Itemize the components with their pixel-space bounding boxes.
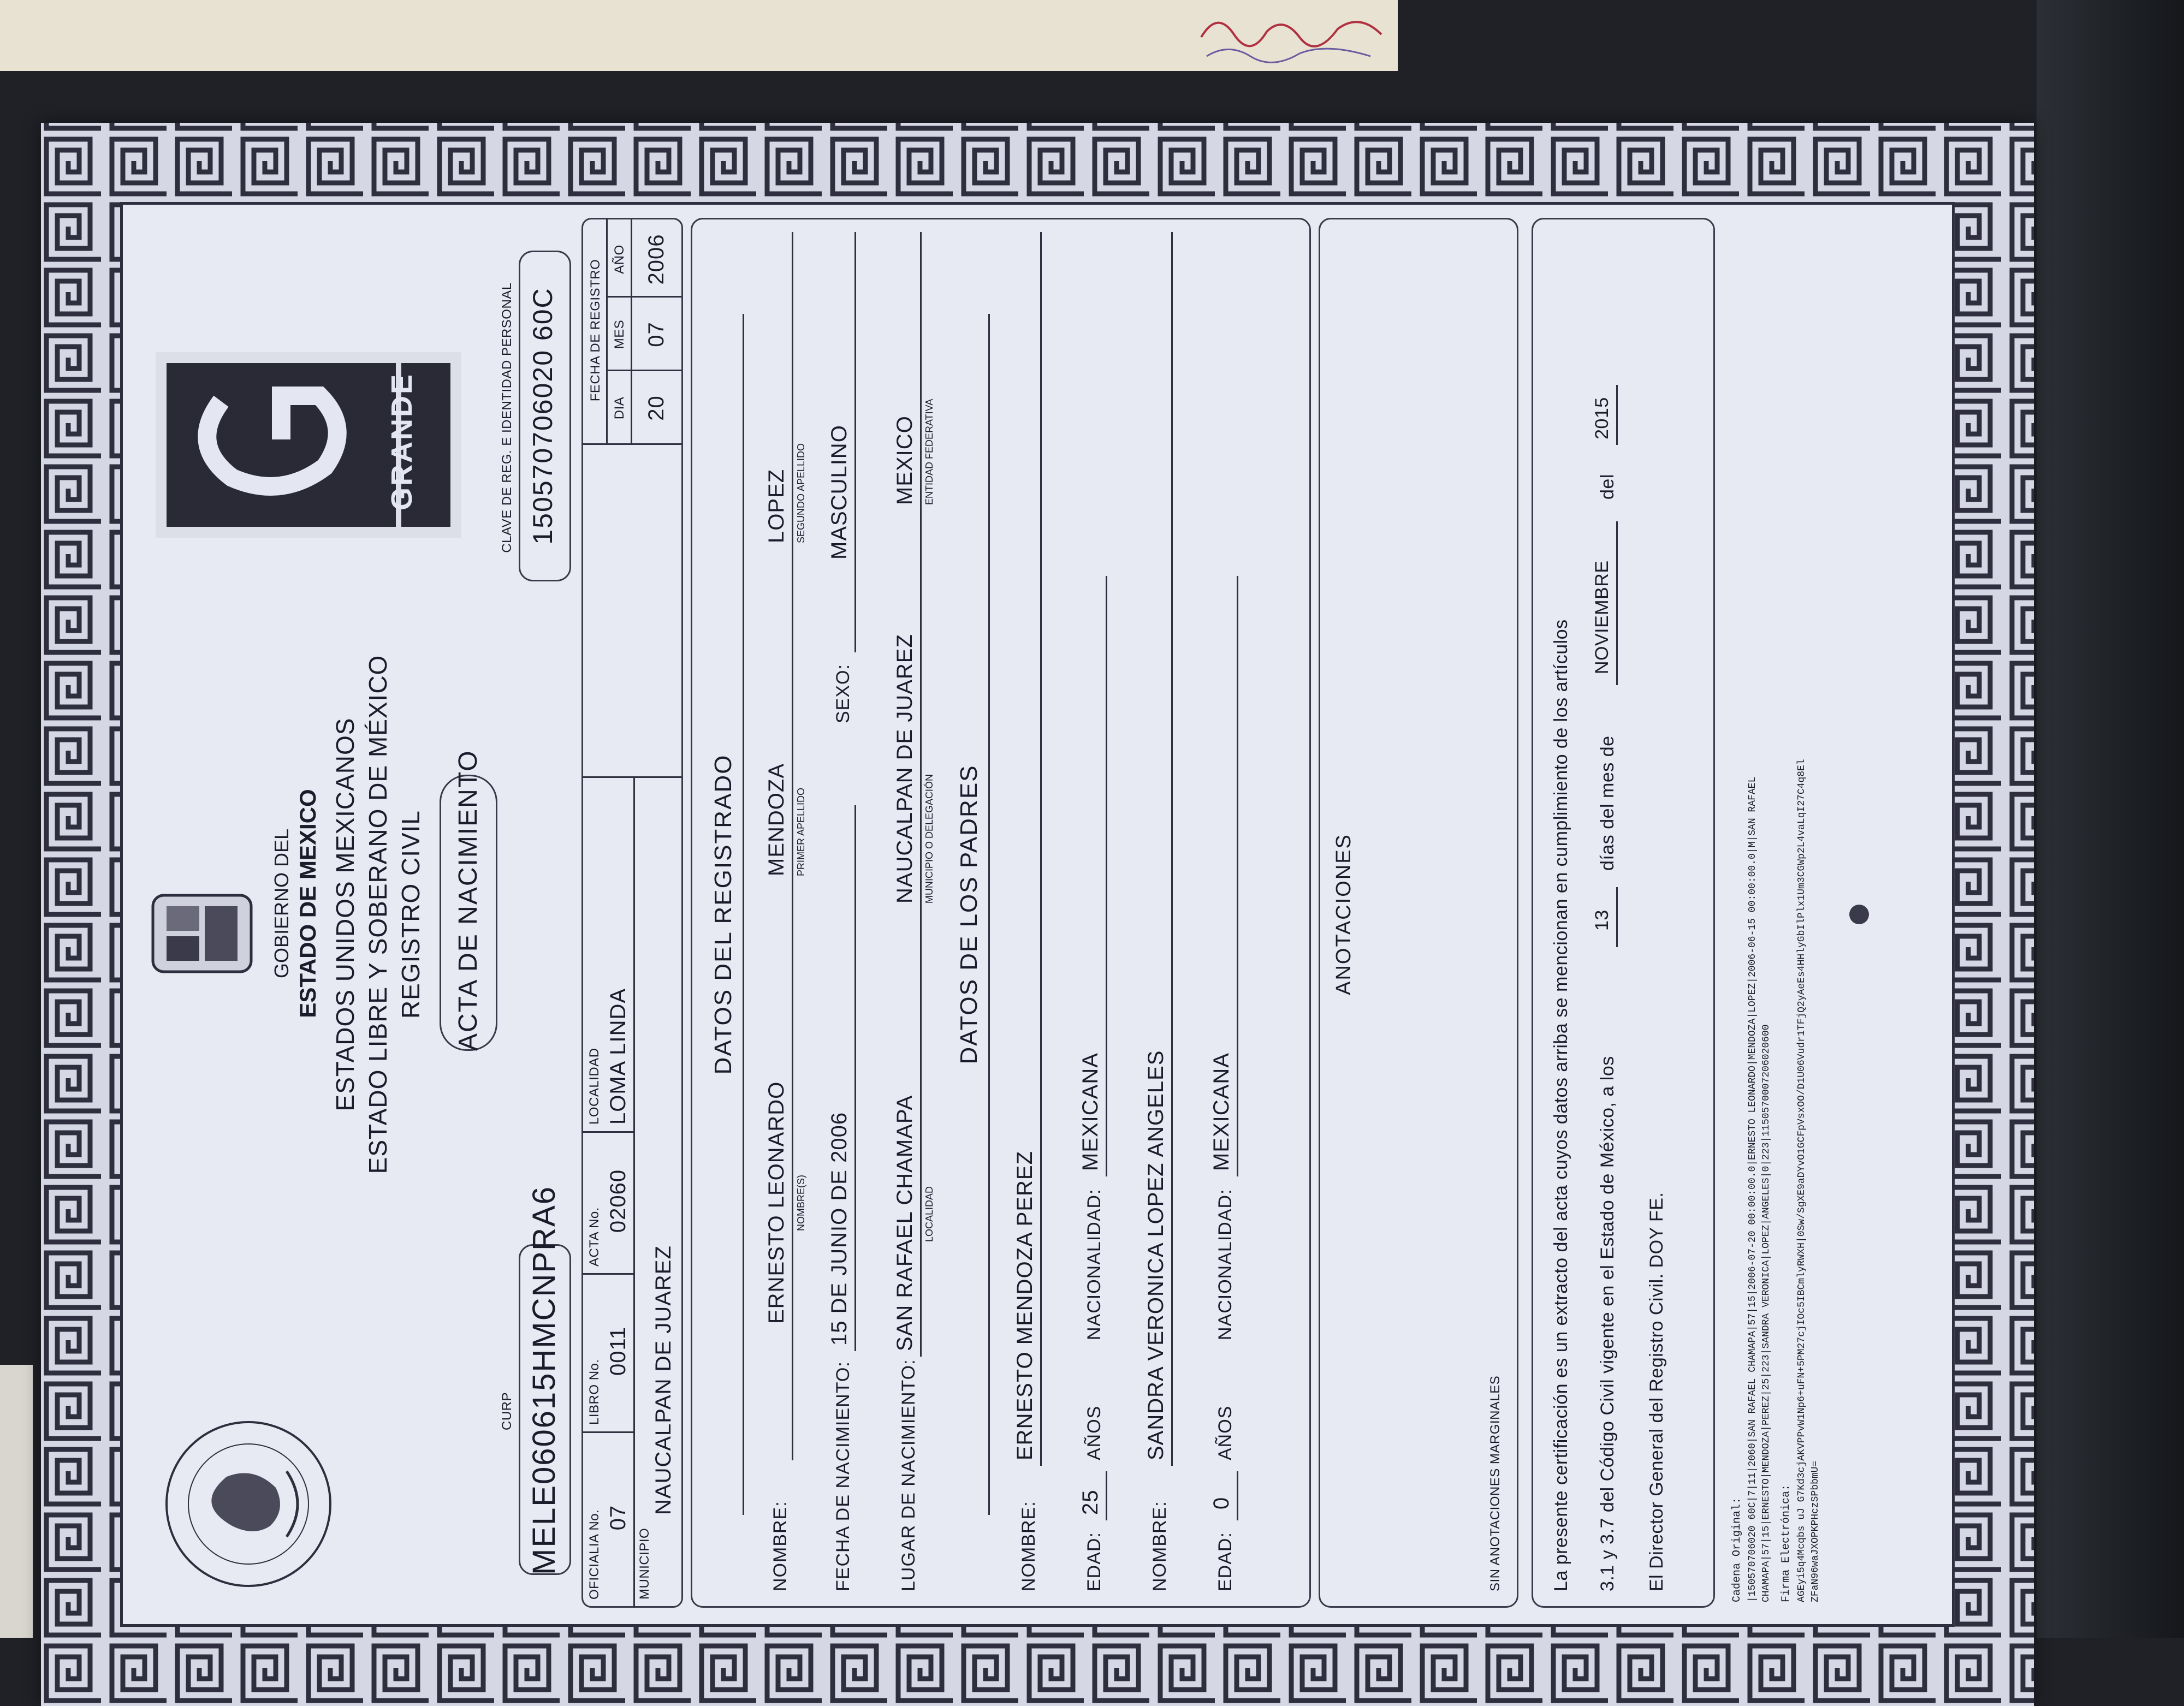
anotaciones-title: ANOTACIONES (1332, 834, 1355, 995)
lugar-localidad-sublabel: LOCALIDAD (924, 1186, 935, 1242)
certificacion-dia: 13 (1592, 910, 1612, 931)
padre-anos-label: AÑOS (1084, 1405, 1105, 1460)
nombres-value: ERNESTO LEONARDO (764, 1081, 788, 1324)
primer-apellido-value: MENDOZA (764, 763, 788, 876)
madre-nombre-value: SANDRA VERONICA LOPEZ ANGELES (1144, 1050, 1168, 1460)
handwriting-scrawl (1196, 4, 1392, 64)
certificacion-line2a: 3.1 y 3.7 del Código Civil vigente en el Estado de México, a los (1597, 1056, 1618, 1591)
municipio-value: NAUCALPAN DE JUAREZ (651, 1245, 675, 1515)
anio-label: AÑO (612, 245, 627, 274)
fecha-registro-label: FECHA DE REGISTRO (588, 259, 603, 402)
madre-edad-value: 0 (1209, 1496, 1233, 1509)
firma-label: Firma Electrónica: (1780, 1484, 1793, 1602)
lugar-entidad-sublabel: ENTIDAD FEDERATIVA (924, 399, 935, 505)
logo-text: GRANDE (385, 372, 418, 510)
madre-edad-label: EDAD: (1215, 1532, 1236, 1591)
certificacion-mes: NOVIEMBRE (1592, 560, 1612, 674)
padres-title: DATOS DE LOS PADRES (956, 764, 982, 1065)
fecha-nac-label: FECHA DE NACIMIENTO: (833, 1361, 853, 1591)
libro-label: LIBRO No. (587, 1359, 602, 1425)
nombre-label: NOMBRE: (770, 1501, 791, 1591)
cadena-label: Cadena Original: (1731, 1497, 1743, 1602)
background-dark-surface (2037, 0, 2184, 1638)
background-notebook-page (0, 0, 1398, 71)
country-name: ESTADOS UNIDOS MEXICANOS (331, 717, 359, 1111)
acta-value: 02060 (606, 1169, 630, 1233)
padre-edad-label: EDAD: (1084, 1532, 1105, 1591)
state-name: ESTADO LIBRE Y SOBERANO DE MÉXICO (364, 655, 392, 1174)
background-paper-stack (0, 1365, 33, 1638)
fecha-nac-value: 15 DE JUNIO DE 2006 (827, 1111, 851, 1346)
clave-value: 150570706020 60C (527, 287, 558, 545)
libro-value: 0011 (606, 1327, 630, 1376)
padre-nombre-value: ERNESTO MENDOZA PEREZ (1013, 1150, 1037, 1460)
dia-value: 20 (644, 395, 668, 421)
curp-value: MELE060615HMCNPRA6 (526, 1186, 562, 1575)
padre-edad-value: 25 (1078, 1489, 1102, 1515)
oficialia-label: OFICIALIA No. (587, 1509, 602, 1600)
national-seal-emblem (145, 1400, 352, 1608)
padre-nombre-label: NOMBRE: (1018, 1501, 1039, 1591)
curp-label: CURP (500, 1392, 514, 1431)
madre-nacionalidad-value: MEXICANA (1209, 1053, 1233, 1171)
certificacion-anio: 2015 (1592, 397, 1612, 439)
localidad-value: LOMA LINDA (606, 988, 630, 1125)
birth-certificate-document (41, 123, 2034, 1706)
dia-label: DIA (612, 396, 627, 420)
clave-label: CLAVE DE REG. E IDENTIDAD PERSONAL (500, 282, 514, 553)
madre-nacionalidad-label: NACIONALIDAD: (1215, 1188, 1236, 1340)
certificacion-line3: El Director General del Registro Civil. DOY FE. (1646, 1192, 1667, 1591)
lugar-localidad-value: SAN RAFAEL CHAMAPA (893, 1095, 917, 1351)
certificacion-line2b: días del mes de (1597, 735, 1618, 871)
lugar-municipio-sublabel: MUNICIPIO O DELEGACIÓN (924, 774, 935, 903)
firma-line1: AGEyi5q4Mcqbs uJ G7Kd3cjAKVPPvW1Np6+uFN+5PM27cjIOc5IBCmlyRWXH|0Sw/SgXE9aDYvO1GCFpVsxOO/D1U06Vudr1TFjQ2yAeEs4HHlyGbIlPlx1Um3CGWp2L4vaLqI27C4q8El (1796, 759, 1807, 1602)
lugar-label: LUGAR DE NACIMIENTO: (898, 1359, 919, 1591)
madre-anos-label: AÑOS (1215, 1405, 1236, 1460)
certificacion-line1: La presente certificación es un extracto del acta cuyos datos arriba se mencionan en cumplimiento de los artículos (1551, 619, 1571, 1591)
document-title: ACTA DE NACIMIENTO (454, 750, 483, 1051)
primer-apellido-sublabel: PRIMER APELLIDO (796, 787, 806, 876)
cadena-line2: CHAMAPA|57|15|ERNESTO|MENDOZA|PEREZ|25|223|SANDRA VERONICA|LOPEZ|ANGELES|0|223|1150570007206020600 (1761, 1024, 1772, 1602)
madre-nombre-label: NOMBRE: (1149, 1501, 1170, 1591)
anio-value: 2006 (644, 234, 668, 285)
padre-nacionalidad-label: NACIONALIDAD: (1084, 1188, 1105, 1340)
certificacion-line2c: del (1597, 474, 1618, 500)
data-section-box (691, 218, 1311, 1608)
nombres-sublabel: NOMBRE(S) (796, 1175, 806, 1231)
small-watermark-icon (1843, 898, 1876, 931)
lugar-municipio-value: NAUCALPAN DE JUAREZ (893, 634, 917, 903)
gov-line2: ESTADO DE MEXICO (295, 789, 321, 1018)
oficialia-value: 07 (606, 1505, 630, 1531)
localidad-label: LOCALIDAD (587, 1048, 602, 1125)
gov-line1: GOBIERNO DEL (270, 828, 293, 979)
lugar-entidad-value: MEXICO (893, 415, 917, 505)
cadena-line1: |150570706020 60C|7|11|2060|SAN RAFAEL CHAMAPA|57|15|2006-07-20 00:00:00.0|ERNESTO LEONARDO|MENDOZA|LOPEZ|2006-06-15 00:00:00.0|M|SAN RAFAEL (1747, 776, 1758, 1602)
office-name: REGISTRO CIVIL (396, 810, 425, 1019)
sexo-value: MASCULINO (827, 425, 851, 560)
sexo-label: SEXO: (833, 664, 853, 723)
segundo-apellido-sublabel: SEGUNDO APELLIDO (796, 443, 806, 543)
mes-label: MES (612, 319, 627, 349)
document-body (123, 205, 1952, 1624)
segundo-apellido-value: LOPEZ (764, 468, 788, 543)
municipio-label: MUNICIPIO (637, 1527, 652, 1600)
padre-nacionalidad-value: MEXICANA (1078, 1053, 1102, 1171)
registrado-title: DATOS DEL REGISTRADO (710, 754, 737, 1075)
anotaciones-marginales: SIN ANOTACIONES MARGINALES (1488, 1375, 1503, 1591)
mes-value: 07 (644, 322, 668, 347)
firma-line2: ZFaN96waJXOPKPHczSPbbmU= (1810, 1460, 1821, 1602)
state-coat-of-arms (145, 887, 259, 980)
acta-label: ACTA No. (587, 1207, 602, 1267)
